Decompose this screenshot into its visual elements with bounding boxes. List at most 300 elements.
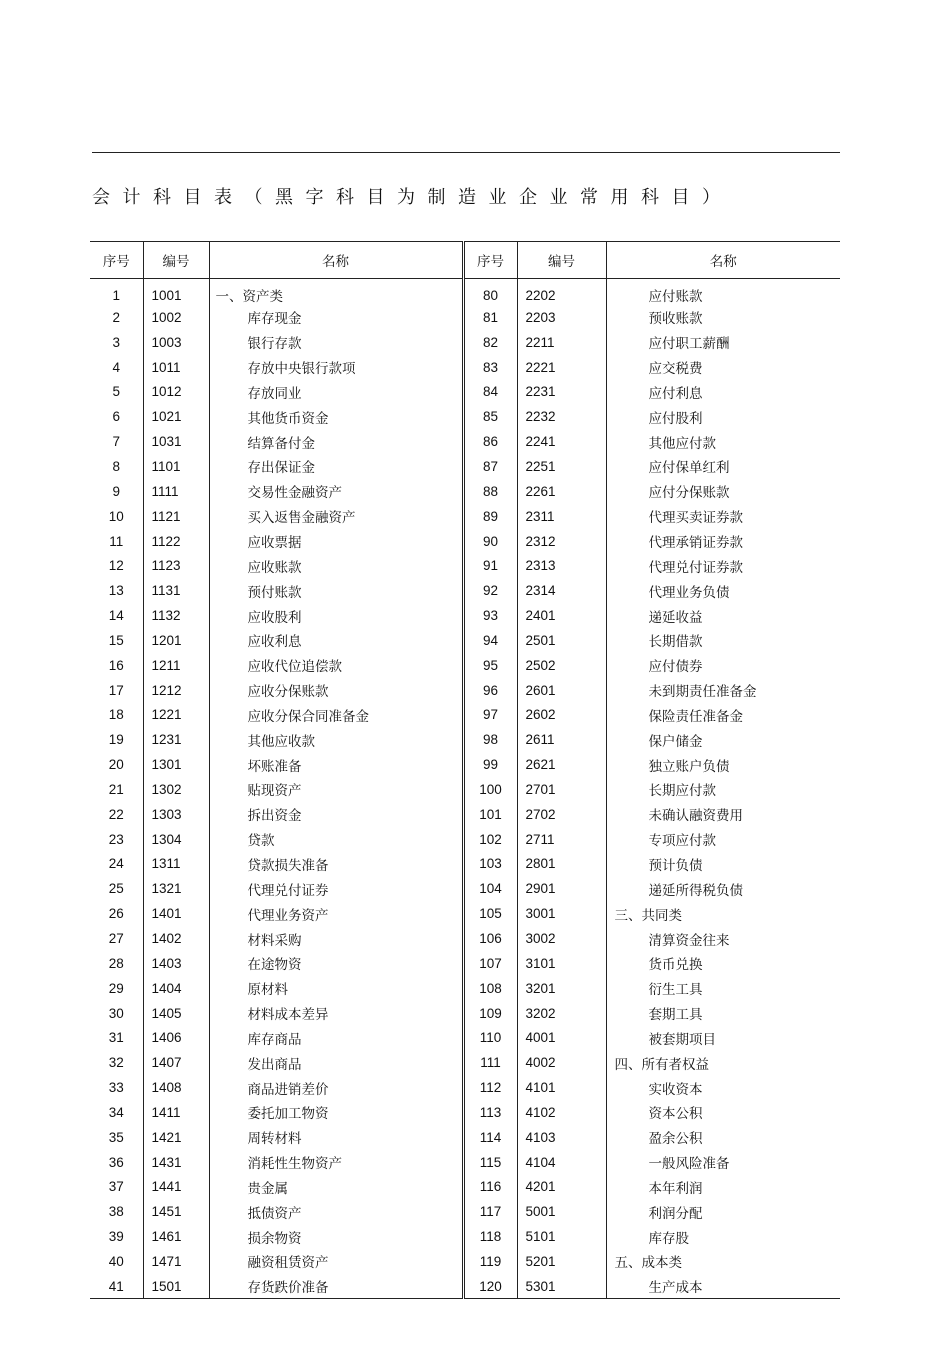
table-row [90,404,840,429]
left-code-cell: 1123 [143,553,209,578]
account-name: 独立账户负债 [648,758,730,775]
right-seq-cell: 80 [463,279,517,306]
right-code-cell: 2501 [517,628,606,653]
left-name-cell [209,1224,463,1249]
left-seq-cell: 32 [90,1050,143,1075]
account-name: 拆出资金 [247,808,302,825]
left-code-cell: 1131 [143,578,209,603]
account-name: 发出商品 [247,1056,302,1073]
account-name: 贷款 [247,833,275,850]
right-seq-cell: 111 [463,1050,517,1075]
left-name-cell [209,1274,463,1299]
left-name-cell [209,1001,463,1026]
account-name: 商品进销差价 [247,1081,329,1098]
account-name: 委托加工物资 [247,1106,329,1123]
left-code-cell: 1304 [143,827,209,852]
account-name: 代理买卖证券款 [648,510,743,527]
table-row [90,1199,840,1224]
right-name-cell [606,404,840,429]
left-seq-cell: 5 [90,380,143,405]
account-name: 资本公积 [648,1106,703,1123]
left-name-cell [209,628,463,653]
right-code-cell: 2251 [517,454,606,479]
right-code-cell: 3101 [517,951,606,976]
account-name: 存放同业 [247,385,302,402]
account-name: 五、成本类 [614,1255,682,1272]
right-code-cell: 4102 [517,1100,606,1125]
right-code-cell: 2232 [517,404,606,429]
left-name-cell [209,951,463,976]
left-seq-cell: 33 [90,1075,143,1100]
left-seq-cell: 38 [90,1199,143,1224]
right-name-cell [606,777,840,802]
right-seq-cell: 94 [463,628,517,653]
right-name-cell [606,1050,840,1075]
right-seq-cell: 114 [463,1125,517,1150]
account-name: 其他应收款 [247,733,315,750]
right-name-cell [606,653,840,678]
right-seq-cell: 112 [463,1075,517,1100]
right-name-cell [606,1249,840,1274]
left-seq-cell: 10 [90,504,143,529]
account-name: 抵债资产 [247,1205,302,1222]
left-name-cell [209,330,463,355]
right-code-cell: 2314 [517,578,606,603]
left-name-cell [209,727,463,752]
account-name: 本年利润 [648,1180,703,1197]
right-name-cell [606,305,840,330]
right-name-cell [606,1224,840,1249]
right-code-cell: 4001 [517,1025,606,1050]
left-code-cell: 1212 [143,678,209,703]
table-row [90,305,840,330]
left-code-cell: 1321 [143,876,209,901]
left-name-cell [209,279,463,306]
right-name-cell [606,553,840,578]
account-name: 三、共同类 [614,907,682,924]
right-seq-cell: 93 [463,603,517,628]
left-seq-cell: 14 [90,603,143,628]
left-seq-cell: 34 [90,1100,143,1125]
table-row [90,1050,840,1075]
account-name: 清算资金往来 [648,932,730,949]
right-code-cell: 2202 [517,279,606,306]
left-code-cell: 1411 [143,1100,209,1125]
left-seq-cell: 22 [90,802,143,827]
left-name-cell [209,777,463,802]
left-seq-cell: 6 [90,404,143,429]
right-name-cell [606,1150,840,1175]
right-code-cell: 2313 [517,553,606,578]
account-name: 应付职工薪酬 [648,336,730,353]
left-seq-cell: 40 [90,1249,143,1274]
left-code-cell: 1231 [143,727,209,752]
right-name-cell [606,703,840,728]
account-name: 损余物资 [247,1230,302,1247]
table-row [90,901,840,926]
left-name-cell [209,876,463,901]
left-code-cell: 1501 [143,1274,209,1299]
right-seq-cell: 86 [463,429,517,454]
left-seq-cell: 19 [90,727,143,752]
left-code-cell: 1406 [143,1025,209,1050]
account-name: 未到期责任准备金 [648,684,757,701]
account-name: 存放中央银行款项 [247,361,356,378]
account-name: 一、资产类 [215,289,283,305]
account-name: 存出保证金 [247,460,315,477]
right-seq-cell: 106 [463,926,517,951]
left-name-cell [209,802,463,827]
left-code-cell: 1132 [143,603,209,628]
right-seq-cell: 108 [463,976,517,1001]
left-code-cell: 1002 [143,305,209,330]
account-name: 消耗性生物资产 [247,1156,342,1173]
table-row [90,852,840,877]
right-code-cell: 2901 [517,876,606,901]
left-seq-cell: 2 [90,305,143,330]
table-row [90,678,840,703]
left-code-cell: 1201 [143,628,209,653]
left-name-cell [209,553,463,578]
left-name-cell [209,1075,463,1100]
right-name-cell [606,578,840,603]
page-title: 会计科目表（黑字科目为制造业企业常用科目） [92,187,733,208]
account-name: 一般风险准备 [648,1156,730,1173]
right-seq-cell: 87 [463,454,517,479]
left-seq-cell: 28 [90,951,143,976]
right-seq-cell: 110 [463,1025,517,1050]
right-code-cell: 5301 [517,1274,606,1299]
left-name-cell [209,305,463,330]
left-code-cell: 1111 [143,479,209,504]
right-code-cell: 4101 [517,1075,606,1100]
right-code-cell: 2231 [517,380,606,405]
left-name-cell [209,454,463,479]
right-code-cell: 2312 [517,529,606,554]
right-code-cell: 2611 [517,727,606,752]
right-code-cell: 2203 [517,305,606,330]
table-row [90,653,840,678]
header-name-right: 名称 [709,254,737,270]
left-seq-cell: 9 [90,479,143,504]
right-name-cell [606,752,840,777]
left-code-cell: 1011 [143,355,209,380]
right-code-cell: 2601 [517,678,606,703]
right-name-cell [606,1001,840,1026]
right-code-cell: 2602 [517,703,606,728]
left-seq-cell: 24 [90,852,143,877]
right-code-cell: 2261 [517,479,606,504]
account-name: 应收分保账款 [247,684,329,701]
table-row [90,330,840,355]
left-code-cell: 1431 [143,1150,209,1175]
table-row [90,628,840,653]
left-seq-cell: 27 [90,926,143,951]
right-seq-cell: 116 [463,1175,517,1200]
right-seq-cell: 103 [463,852,517,877]
left-seq-cell: 8 [90,454,143,479]
right-seq-cell: 88 [463,479,517,504]
right-name-cell [606,727,840,752]
account-name: 应付股利 [648,410,703,427]
right-seq-cell: 85 [463,404,517,429]
account-name: 利润分配 [648,1205,703,1222]
account-name: 预收账款 [648,311,703,328]
left-seq-cell: 12 [90,553,143,578]
right-name-cell [606,504,840,529]
left-seq-cell: 20 [90,752,143,777]
left-code-cell: 1031 [143,429,209,454]
left-seq-cell: 41 [90,1274,143,1299]
right-seq-cell: 118 [463,1224,517,1249]
right-name-cell [606,330,840,355]
left-name-cell [209,1125,463,1150]
left-seq-cell: 30 [90,1001,143,1026]
header-code-left: 编号 [143,242,209,279]
left-seq-cell: 18 [90,703,143,728]
right-name-cell [606,603,840,628]
table-row [90,752,840,777]
right-code-cell: 5201 [517,1249,606,1274]
left-code-cell: 1221 [143,703,209,728]
table-row [90,777,840,802]
left-code-cell: 1001 [143,279,209,306]
account-name: 周转材料 [247,1131,302,1148]
left-name-cell [209,1199,463,1224]
table-row [90,1224,840,1249]
right-seq-cell: 96 [463,678,517,703]
right-seq-cell: 113 [463,1100,517,1125]
table-row [90,1075,840,1100]
table-row [90,504,840,529]
account-name: 应付分保账款 [648,485,730,502]
account-name: 库存商品 [247,1031,302,1048]
right-code-cell: 2502 [517,653,606,678]
left-name-cell [209,578,463,603]
right-name-cell [606,1025,840,1050]
right-name-cell [606,678,840,703]
right-code-cell: 2702 [517,802,606,827]
left-seq-cell: 26 [90,901,143,926]
right-seq-cell: 102 [463,827,517,852]
right-code-cell: 4201 [517,1175,606,1200]
left-seq-cell: 36 [90,1150,143,1175]
table-row [90,951,840,976]
account-name: 未确认融资费用 [648,808,743,825]
left-code-cell: 1451 [143,1199,209,1224]
account-name: 库存现金 [247,311,302,328]
table-row [90,380,840,405]
left-name-cell [209,504,463,529]
right-seq-cell: 89 [463,504,517,529]
left-code-cell: 1407 [143,1050,209,1075]
left-name-cell [209,355,463,380]
left-code-cell: 1403 [143,951,209,976]
account-name: 保户储金 [648,733,703,750]
account-name: 应付保单红利 [648,460,730,477]
right-name-cell [606,1175,840,1200]
table-row [90,827,840,852]
account-name: 应收账款 [247,559,302,576]
table-row [90,1001,840,1026]
account-name: 应收股利 [247,609,302,626]
right-name-cell [606,628,840,653]
left-seq-cell: 4 [90,355,143,380]
left-name-cell [209,1025,463,1050]
right-code-cell: 2701 [517,777,606,802]
left-name-cell [209,976,463,1001]
account-name: 应付利息 [648,385,703,402]
header-seq-left: 序号 [90,242,143,279]
right-seq-cell: 101 [463,802,517,827]
right-seq-cell: 84 [463,380,517,405]
left-name-cell [209,380,463,405]
left-seq-cell: 11 [90,529,143,554]
left-seq-cell: 35 [90,1125,143,1150]
left-code-cell: 1461 [143,1224,209,1249]
account-name: 材料成本差异 [247,1007,329,1024]
table-row [90,553,840,578]
account-name: 交易性金融资产 [247,485,342,502]
left-seq-cell: 17 [90,678,143,703]
left-name-cell [209,1249,463,1274]
right-name-cell [606,926,840,951]
left-name-cell [209,678,463,703]
right-name-cell [606,529,840,554]
right-seq-cell: 90 [463,529,517,554]
right-code-cell: 4002 [517,1050,606,1075]
account-name: 其他货币资金 [247,410,329,427]
header-name-left: 名称 [209,242,463,279]
left-code-cell: 1405 [143,1001,209,1026]
account-name: 买入返售金融资产 [247,510,356,527]
left-seq-cell: 3 [90,330,143,355]
left-seq-cell: 29 [90,976,143,1001]
table-row [90,279,840,306]
right-code-cell: 2711 [517,827,606,852]
table-row [90,1025,840,1050]
account-name: 贵金属 [247,1180,288,1197]
left-code-cell: 1311 [143,852,209,877]
right-seq-cell: 92 [463,578,517,603]
right-seq-cell: 115 [463,1150,517,1175]
left-code-cell: 1402 [143,926,209,951]
left-code-cell: 1421 [143,1125,209,1150]
table-row [90,578,840,603]
account-name: 实收资本 [648,1081,703,1098]
table-row [90,926,840,951]
left-seq-cell: 37 [90,1175,143,1200]
left-code-cell: 1012 [143,380,209,405]
right-name-cell [606,454,840,479]
left-seq-cell: 16 [90,653,143,678]
right-code-cell: 3201 [517,976,606,1001]
left-code-cell: 1021 [143,404,209,429]
left-name-cell [209,1175,463,1200]
account-name: 代理兑付证券 [247,882,329,899]
account-name: 代理业务资产 [247,907,329,924]
right-name-cell [606,827,840,852]
left-code-cell: 1301 [143,752,209,777]
right-seq-cell: 117 [463,1199,517,1224]
account-name: 材料采购 [247,932,302,949]
right-name-cell [606,1075,840,1100]
left-name-cell [209,429,463,454]
right-name-cell [606,355,840,380]
table-row [90,1274,840,1299]
left-name-cell [209,827,463,852]
table-row [90,976,840,1001]
right-name-cell [606,876,840,901]
right-code-cell: 4104 [517,1150,606,1175]
right-name-cell [606,1199,840,1224]
left-name-cell [209,703,463,728]
left-code-cell: 1471 [143,1249,209,1274]
right-name-cell [606,951,840,976]
right-code-cell: 2311 [517,504,606,529]
account-name: 生产成本 [648,1280,703,1297]
table-row [90,876,840,901]
left-code-cell: 1101 [143,454,209,479]
account-name: 结算备付金 [247,435,315,452]
account-name: 套期工具 [648,1007,703,1024]
right-seq-cell: 100 [463,777,517,802]
account-name: 应收分保合同准备金 [247,708,369,725]
top-rule [92,152,840,153]
account-name: 代理承销证券款 [648,535,743,552]
left-name-cell [209,404,463,429]
header-code-right: 编号 [517,242,606,279]
right-seq-cell: 97 [463,703,517,728]
left-code-cell: 1211 [143,653,209,678]
left-code-cell: 1003 [143,330,209,355]
account-name: 盈余公积 [648,1131,703,1148]
header-seq-right: 序号 [463,242,517,279]
right-code-cell: 5101 [517,1224,606,1249]
left-name-cell [209,653,463,678]
right-name-cell [606,479,840,504]
left-seq-cell: 31 [90,1025,143,1050]
account-name: 贴现资产 [247,783,302,800]
account-name: 应付债券 [648,659,703,676]
account-name: 衍生工具 [648,982,703,999]
left-name-cell [209,901,463,926]
left-name-cell [209,1050,463,1075]
account-name: 存货跌价准备 [247,1280,329,1297]
left-seq-cell: 15 [90,628,143,653]
table-body [90,279,840,1299]
table-row [90,1175,840,1200]
table-row [90,1150,840,1175]
left-seq-cell: 25 [90,876,143,901]
account-name: 在途物资 [247,957,302,974]
table-row [90,355,840,380]
right-seq-cell: 82 [463,330,517,355]
right-name-cell [606,976,840,1001]
account-name: 代理业务负债 [648,584,730,601]
table-header-row [90,242,840,279]
account-name: 四、所有者权益 [614,1056,709,1073]
account-name: 贷款损失准备 [247,857,329,874]
right-seq-cell: 107 [463,951,517,976]
left-code-cell: 1302 [143,777,209,802]
table-row [90,1249,840,1274]
left-name-cell [209,752,463,777]
left-name-cell [209,529,463,554]
left-seq-cell: 39 [90,1224,143,1249]
right-code-cell: 2801 [517,852,606,877]
table-row [90,603,840,628]
